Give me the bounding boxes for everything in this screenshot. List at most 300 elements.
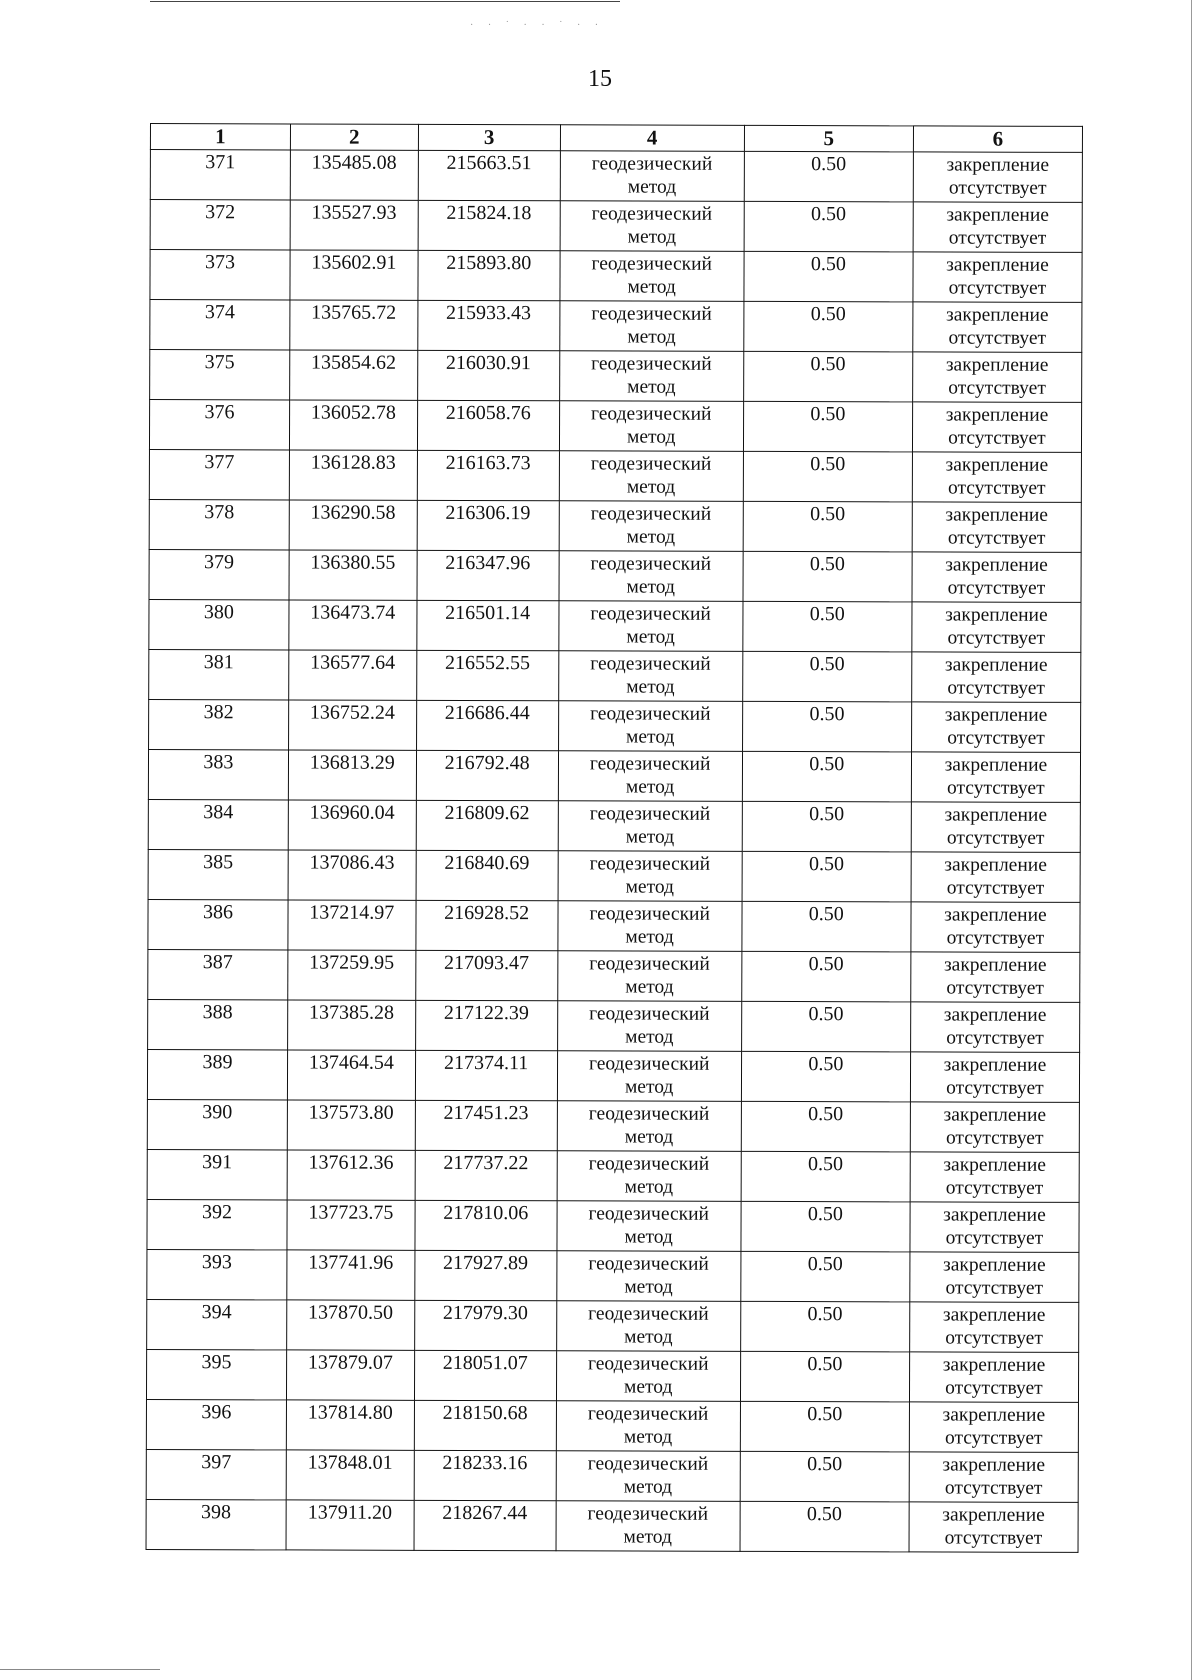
method-text-line1: геодезический xyxy=(590,653,711,675)
point-number-cell: 378 xyxy=(149,499,289,549)
table-row xyxy=(149,499,1081,552)
fixation-cell xyxy=(910,1252,1079,1303)
y-coordinate-cell: 216792.48 xyxy=(416,750,558,800)
fixation-text-line1: закрепление xyxy=(942,1304,1046,1326)
point-number-cell: 395 xyxy=(146,1349,286,1399)
method-text-line1: геодезический xyxy=(590,503,712,525)
x-coordinate-cell: 136128.83 xyxy=(289,450,417,500)
y-coordinate-cell: 218233.16 xyxy=(414,1450,556,1500)
table-row xyxy=(148,749,1080,802)
method-text-line1: геодезический xyxy=(588,1353,709,1375)
y-coordinate-cell: 216347.96 xyxy=(417,550,559,600)
point-number-cell: 377 xyxy=(149,449,289,499)
fixation-text-line2: отсутствует xyxy=(948,327,1047,349)
x-coordinate-cell: 135854.62 xyxy=(290,350,418,400)
y-coordinate-cell: 215893.80 xyxy=(418,250,560,300)
column-header-4: 4 xyxy=(560,125,744,152)
method-text-line2: метод xyxy=(624,1326,673,1348)
scan-artifact-top-line xyxy=(150,1,620,2)
accuracy-cell: 0.50 xyxy=(740,1451,909,1502)
table-row xyxy=(147,1149,1079,1202)
y-coordinate-cell: 216163.73 xyxy=(417,450,559,500)
point-number-cell: 391 xyxy=(147,1149,287,1199)
accuracy-cell: 0.50 xyxy=(740,1501,909,1552)
accuracy-cell: 0.50 xyxy=(742,651,911,702)
method-cell xyxy=(557,1101,741,1152)
method-cell xyxy=(556,1251,740,1302)
fixation-text-line1: закрепление xyxy=(942,1504,1045,1526)
x-coordinate-cell: 137612.36 xyxy=(287,1150,415,1200)
point-number-cell: 379 xyxy=(149,549,289,599)
fixation-text-line2: отсутствует xyxy=(946,827,1045,849)
point-number-cell: 376 xyxy=(149,400,289,450)
point-number-cell: 396 xyxy=(146,1399,286,1449)
fixation-cell xyxy=(913,302,1082,353)
method-text-line1: геодезический xyxy=(589,903,710,925)
method-text-line1: геодезический xyxy=(590,553,712,575)
method-text-line2: метод xyxy=(624,1076,674,1098)
y-coordinate-cell: 215663.51 xyxy=(418,150,560,200)
method-text-line2: метод xyxy=(626,726,675,748)
accuracy-cell: 0.50 xyxy=(741,1051,910,1102)
page-number: 15 xyxy=(588,66,612,92)
fixation-text-line2: отсутствует xyxy=(947,777,1045,799)
point-number-cell: 371 xyxy=(150,150,290,200)
fixation-text-line2: отсутствует xyxy=(948,227,1047,249)
fixation-text-line1: закрепление xyxy=(944,754,1048,776)
accuracy-cell: 0.50 xyxy=(741,1101,910,1152)
fixation-text-line1: закрепление xyxy=(945,354,1049,376)
method-text-line2: метод xyxy=(624,1176,674,1198)
fixation-cell xyxy=(911,952,1080,1003)
method-text-line1: геодезический xyxy=(588,1053,710,1075)
table-row xyxy=(148,949,1080,1002)
method-text-line1: геодезический xyxy=(590,453,712,475)
method-cell xyxy=(559,551,743,602)
method-text-line2: метод xyxy=(627,376,676,398)
fixation-text-line2: отсутствует xyxy=(944,1477,1043,1499)
fixation-text-line2: отсутствует xyxy=(945,1377,1043,1399)
table-row xyxy=(147,1099,1079,1152)
fixation-cell xyxy=(910,1052,1079,1103)
fixation-cell xyxy=(909,1352,1078,1403)
method-cell xyxy=(557,1051,741,1102)
y-coordinate-cell: 217451.23 xyxy=(415,1100,557,1150)
method-cell xyxy=(556,1451,740,1502)
fixation-text-line1: закрепление xyxy=(942,1354,1046,1376)
fixation-text-line2: отсутствует xyxy=(946,1027,1044,1049)
method-cell xyxy=(558,751,742,802)
x-coordinate-cell: 136752.24 xyxy=(288,700,416,750)
point-number-cell: 388 xyxy=(148,999,288,1049)
point-number-cell: 390 xyxy=(147,1099,287,1149)
fixation-text-line2: отсутствует xyxy=(948,277,1047,299)
y-coordinate-cell: 217810.06 xyxy=(415,1200,557,1250)
fixation-text-line1: закрепление xyxy=(946,154,1050,176)
fixation-text-line2: отсутствует xyxy=(948,377,1046,399)
fixation-cell xyxy=(910,1202,1079,1253)
x-coordinate-cell: 137741.96 xyxy=(287,1250,415,1300)
method-text-line1: геодезический xyxy=(591,353,712,375)
fixation-text-line1: закрепление xyxy=(943,1054,1047,1076)
accuracy-cell: 0.50 xyxy=(743,351,912,402)
fixation-cell xyxy=(909,1402,1078,1453)
point-number-cell: 387 xyxy=(148,949,288,999)
accuracy-cell: 0.50 xyxy=(744,151,913,202)
table-row xyxy=(146,1349,1078,1402)
method-cell xyxy=(559,401,743,452)
fixation-text-line2: отсутствует xyxy=(948,177,1047,199)
method-cell xyxy=(560,201,744,252)
fixation-text-line1: закрепление xyxy=(944,804,1048,826)
fixation-text-line2: отсутствует xyxy=(945,1177,1044,1199)
fixation-cell xyxy=(912,402,1081,453)
table-row xyxy=(149,449,1081,502)
accuracy-cell: 0.50 xyxy=(740,1301,909,1352)
method-text-line2: метод xyxy=(627,326,676,348)
x-coordinate-cell: 136960.04 xyxy=(288,800,416,850)
y-coordinate-cell: 217374.11 xyxy=(415,1050,557,1100)
fixation-text-line1: закрепление xyxy=(945,504,1049,526)
x-coordinate-cell: 136577.64 xyxy=(289,650,417,700)
table-row xyxy=(146,1399,1078,1452)
method-cell xyxy=(559,501,743,552)
method-text-line1: геодезический xyxy=(591,303,712,325)
x-coordinate-cell: 137573.80 xyxy=(287,1100,415,1150)
point-number-cell: 382 xyxy=(149,699,289,749)
method-cell xyxy=(559,301,743,352)
x-coordinate-cell: 136290.58 xyxy=(289,500,417,550)
fixation-text-line1: закрепление xyxy=(942,1404,1046,1426)
fixation-cell xyxy=(913,252,1082,303)
accuracy-cell: 0.50 xyxy=(742,951,911,1002)
table-row xyxy=(148,899,1080,952)
method-text-line1: геодезический xyxy=(588,1103,710,1125)
method-text-line2: метод xyxy=(624,1226,673,1248)
y-coordinate-cell: 215824.18 xyxy=(418,200,560,250)
point-number-cell: 394 xyxy=(147,1299,287,1349)
column-header-5: 5 xyxy=(744,125,913,152)
method-cell xyxy=(559,351,743,402)
fixation-text-line1: закрепление xyxy=(944,854,1047,876)
fixation-text-line2: отсутствует xyxy=(947,727,1045,749)
point-number-cell: 384 xyxy=(148,799,288,849)
y-coordinate-cell: 217093.47 xyxy=(415,950,557,1000)
y-coordinate-cell: 216809.62 xyxy=(416,800,558,850)
method-text-line2: метод xyxy=(623,1376,673,1398)
y-coordinate-cell: 217122.39 xyxy=(415,1000,557,1050)
x-coordinate-cell: 137214.97 xyxy=(288,900,416,950)
x-coordinate-cell: 137259.95 xyxy=(288,950,416,1000)
accuracy-cell: 0.50 xyxy=(742,851,911,902)
x-coordinate-cell: 137464.54 xyxy=(287,1050,415,1100)
y-coordinate-cell: 216030.91 xyxy=(417,350,559,400)
fixation-cell xyxy=(910,1102,1079,1153)
method-text-line2: метод xyxy=(627,276,676,298)
y-coordinate-cell: 216928.52 xyxy=(416,900,558,950)
method-text-line1: геодезический xyxy=(587,1453,709,1475)
fixation-text-line2: отсутствует xyxy=(944,1527,1043,1549)
table-row xyxy=(149,549,1081,602)
fixation-text-line1: закрепление xyxy=(946,204,1049,226)
x-coordinate-cell: 135485.08 xyxy=(290,150,418,200)
accuracy-cell: 0.50 xyxy=(741,1251,910,1302)
method-text-line2: метод xyxy=(626,626,675,648)
fixation-cell xyxy=(913,152,1082,203)
table-row xyxy=(148,799,1080,852)
method-cell xyxy=(559,451,743,502)
method-text-line1: геодезический xyxy=(588,1153,710,1175)
method-text-line1: геодезический xyxy=(588,1203,710,1225)
method-cell xyxy=(556,1351,740,1402)
accuracy-cell: 0.50 xyxy=(741,1001,910,1052)
column-header-6: 6 xyxy=(913,126,1082,153)
method-cell xyxy=(557,1151,741,1202)
method-text-line1: геодезический xyxy=(590,603,711,625)
point-number-cell: 385 xyxy=(148,849,288,899)
method-text-line2: метод xyxy=(626,576,675,598)
method-text-line2: метод xyxy=(625,876,675,898)
fixation-text-line1: закрепление xyxy=(943,954,1047,976)
fixation-cell xyxy=(912,502,1081,553)
fixation-text-line1: закрепление xyxy=(945,304,1049,326)
x-coordinate-cell: 137814.80 xyxy=(286,1400,414,1450)
accuracy-cell: 0.50 xyxy=(744,251,913,302)
method-text-line1: геодезический xyxy=(589,953,710,975)
fixation-cell xyxy=(912,602,1081,653)
x-coordinate-cell: 135602.91 xyxy=(290,250,418,300)
accuracy-cell: 0.50 xyxy=(743,501,912,552)
fixation-text-line2: отсутствует xyxy=(945,1127,1044,1149)
method-cell xyxy=(557,1001,741,1052)
method-text-line2: метод xyxy=(624,1276,673,1298)
accuracy-cell: 0.50 xyxy=(742,751,911,802)
fixation-cell xyxy=(910,1152,1079,1203)
fixation-text-line1: закрепление xyxy=(942,1454,1046,1476)
fixation-text-line1: закрепление xyxy=(943,1004,1047,1026)
point-number-cell: 373 xyxy=(150,250,290,300)
point-number-cell: 392 xyxy=(147,1199,287,1249)
table-row xyxy=(148,999,1080,1052)
accuracy-cell: 0.50 xyxy=(743,401,912,452)
x-coordinate-cell: 135527.93 xyxy=(290,200,418,250)
accuracy-cell: 0.50 xyxy=(740,1401,909,1452)
y-coordinate-cell: 218051.07 xyxy=(414,1350,556,1400)
method-cell xyxy=(556,1501,740,1552)
fixation-text-line1: закрепление xyxy=(946,254,1049,276)
table-row xyxy=(150,200,1082,253)
x-coordinate-cell: 137879.07 xyxy=(286,1350,414,1400)
accuracy-cell: 0.50 xyxy=(741,1201,910,1252)
point-number-cell: 375 xyxy=(150,350,290,400)
table-body xyxy=(146,150,1082,1553)
method-text-line2: метод xyxy=(626,676,675,698)
fixation-text-line1: закрепление xyxy=(943,1154,1046,1176)
method-text-line1: геодезический xyxy=(591,253,713,275)
coordinates-table xyxy=(146,123,1083,1553)
fixation-text-line2: отсутствует xyxy=(947,477,1046,499)
point-number-cell: 393 xyxy=(147,1249,287,1299)
fixation-text-line1: закрепление xyxy=(945,604,1048,626)
y-coordinate-cell: 218267.44 xyxy=(414,1500,556,1550)
accuracy-cell: 0.50 xyxy=(744,301,913,352)
point-number-cell: 380 xyxy=(149,599,289,649)
fixation-text-line1: закрепление xyxy=(944,904,1047,926)
y-coordinate-cell: 216058.76 xyxy=(417,400,559,450)
fixation-text-line2: отсутствует xyxy=(946,977,1045,999)
method-cell xyxy=(558,601,742,652)
point-number-cell: 383 xyxy=(148,749,288,799)
fixation-text-line1: закрепление xyxy=(943,1104,1047,1126)
method-cell xyxy=(560,151,744,202)
method-cell xyxy=(558,651,742,702)
fixation-cell xyxy=(912,352,1081,403)
table-row xyxy=(150,150,1082,203)
y-coordinate-cell: 218150.68 xyxy=(414,1400,556,1450)
fixation-text-line2: отсутствует xyxy=(947,527,1046,549)
y-coordinate-cell: 217927.89 xyxy=(415,1250,557,1300)
method-cell xyxy=(558,801,742,852)
column-header-3: 3 xyxy=(418,124,560,150)
method-text-line2: метод xyxy=(624,1126,674,1148)
fixation-cell xyxy=(912,452,1081,503)
table-row xyxy=(147,1049,1079,1102)
method-text-line1: геодезический xyxy=(591,153,713,175)
table-row xyxy=(149,599,1081,652)
fixation-cell xyxy=(911,702,1080,753)
table-row xyxy=(150,350,1082,403)
method-text-line2: метод xyxy=(625,976,674,998)
x-coordinate-cell: 136813.29 xyxy=(288,750,416,800)
fixation-cell xyxy=(910,1002,1079,1053)
method-text-line1: геодезический xyxy=(590,403,712,425)
table-row xyxy=(149,400,1081,453)
column-header-2: 2 xyxy=(290,124,418,150)
fixation-cell xyxy=(913,202,1082,253)
x-coordinate-cell: 137848.01 xyxy=(286,1450,414,1500)
method-text-line2: метод xyxy=(625,826,675,848)
fixation-text-line1: закрепление xyxy=(943,1254,1046,1276)
table-row xyxy=(149,649,1081,702)
fixation-text-line2: отсутствует xyxy=(947,627,1046,649)
method-text-line2: метод xyxy=(627,226,677,248)
x-coordinate-cell: 137086.43 xyxy=(288,850,416,900)
method-text-line2: метод xyxy=(623,1526,672,1548)
fixation-text-line1: закрепление xyxy=(945,404,1049,426)
table-row xyxy=(146,1499,1078,1552)
method-cell xyxy=(557,951,741,1002)
method-text-line2: метод xyxy=(623,1426,673,1448)
scan-artifact-right-edge xyxy=(1191,0,1192,1680)
y-coordinate-cell: 217737.22 xyxy=(415,1150,557,1200)
fixation-text-line2: отсутствует xyxy=(945,1277,1044,1299)
fixation-text-line2: отсутствует xyxy=(948,427,1046,449)
fixation-text-line1: закрепление xyxy=(943,1204,1046,1226)
method-text-line1: геодезический xyxy=(588,1303,709,1325)
x-coordinate-cell: 137385.28 xyxy=(287,1000,415,1050)
point-number-cell: 374 xyxy=(150,300,290,350)
accuracy-cell: 0.50 xyxy=(742,701,911,752)
point-number-cell: 397 xyxy=(146,1449,286,1499)
fixation-cell xyxy=(912,552,1081,603)
method-text-line1: геодезический xyxy=(589,753,711,775)
table-row xyxy=(147,1199,1079,1252)
fixation-text-line2: отсутствует xyxy=(947,677,1045,699)
method-cell xyxy=(558,851,742,902)
x-coordinate-cell: 137911.20 xyxy=(286,1500,414,1550)
method-text-line2: метод xyxy=(627,176,677,198)
y-coordinate-cell: 217979.30 xyxy=(414,1300,556,1350)
point-number-cell: 381 xyxy=(149,649,289,699)
method-cell xyxy=(560,251,744,302)
fixation-text-line2: отсутствует xyxy=(945,1227,1044,1249)
fixation-cell xyxy=(909,1502,1078,1553)
column-header-1: 1 xyxy=(150,124,290,150)
accuracy-cell: 0.50 xyxy=(743,601,912,652)
y-coordinate-cell: 215933.43 xyxy=(417,300,559,350)
accuracy-cell: 0.50 xyxy=(742,801,911,852)
method-text-line1: геодезический xyxy=(590,703,711,725)
table-row xyxy=(150,300,1082,353)
x-coordinate-cell: 136052.78 xyxy=(289,400,417,450)
method-text-line2: метод xyxy=(625,776,675,798)
x-coordinate-cell: 136380.55 xyxy=(289,550,417,600)
fixation-text-line2: отсутствует xyxy=(946,927,1045,949)
table-header-row xyxy=(150,124,1082,153)
method-cell xyxy=(557,1201,741,1252)
method-cell xyxy=(556,1401,740,1452)
y-coordinate-cell: 216501.14 xyxy=(417,600,559,650)
fixation-text-line2: отсутствует xyxy=(944,1427,1043,1449)
fixation-text-line1: закрепление xyxy=(944,654,1048,676)
x-coordinate-cell: 137870.50 xyxy=(287,1300,415,1350)
point-number-cell: 386 xyxy=(148,899,288,949)
fixation-cell xyxy=(911,802,1080,853)
method-text-line1: геодезический xyxy=(588,1253,709,1275)
method-text-line1: геодезический xyxy=(587,1403,709,1425)
accuracy-cell: 0.50 xyxy=(744,201,913,252)
table-row xyxy=(147,1249,1079,1302)
method-text-line2: метод xyxy=(625,1026,674,1048)
method-text-line1: геодезический xyxy=(591,203,713,225)
fixation-text-line1: закрепление xyxy=(944,704,1048,726)
fixation-text-line2: отсутствует xyxy=(946,1077,1044,1099)
method-text-line2: метод xyxy=(626,426,676,448)
table-row xyxy=(148,849,1080,902)
method-cell xyxy=(558,701,742,752)
fixation-cell xyxy=(909,1452,1078,1503)
fixation-text-line1: закрепление xyxy=(945,554,1048,576)
fixation-cell xyxy=(911,902,1080,953)
fixation-cell xyxy=(910,1302,1079,1353)
x-coordinate-cell: 135765.72 xyxy=(290,300,418,350)
fixation-text-line2: отсутствует xyxy=(945,1327,1043,1349)
fixation-text-line2: отсутствует xyxy=(946,877,1045,899)
method-text-line1: геодезический xyxy=(589,853,711,875)
point-number-cell: 398 xyxy=(146,1499,286,1549)
x-coordinate-cell: 136473.74 xyxy=(289,600,417,650)
accuracy-cell: 0.50 xyxy=(742,901,911,952)
accuracy-cell: 0.50 xyxy=(743,451,912,502)
scan-artifact-bottom-line xyxy=(0,1669,160,1670)
method-cell xyxy=(558,901,742,952)
method-text-line1: геодезический xyxy=(587,1503,709,1525)
fixation-cell xyxy=(911,852,1080,903)
y-coordinate-cell: 216306.19 xyxy=(417,500,559,550)
fixation-cell xyxy=(911,752,1080,803)
table-row xyxy=(146,1449,1078,1502)
accuracy-cell: 0.50 xyxy=(743,551,912,602)
